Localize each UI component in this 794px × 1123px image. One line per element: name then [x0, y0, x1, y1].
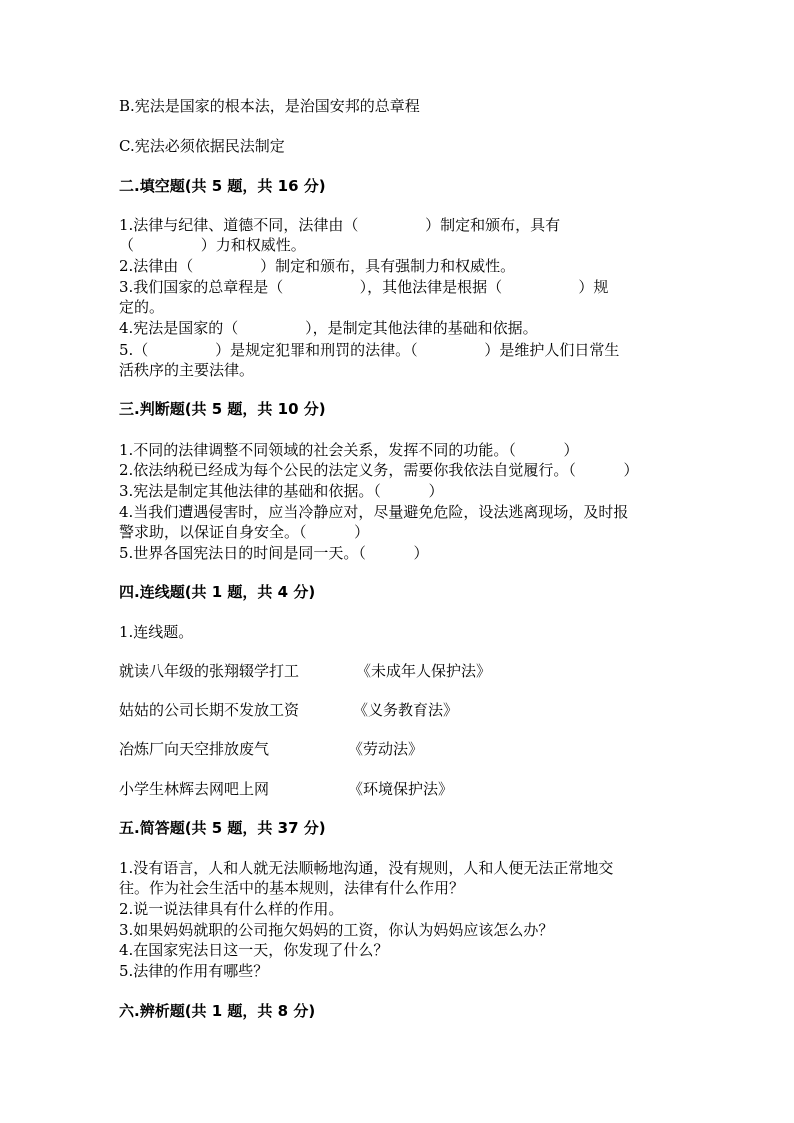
fill-line: 2.法律由（ ）制定和颁布，具有强制力和权威性。 — [119, 257, 516, 275]
fill-line: 3.我们国家的总章程是（ ），其他法律是根据（ ）规 — [119, 278, 609, 296]
match-left-item: 小学生林辉去网吧上网 — [119, 780, 270, 798]
short-answer-line: 往。作为社会生活中的基本规则，法律有什么作用？ — [119, 879, 465, 897]
fill-line: 活秩序的主要法律。 — [119, 361, 255, 379]
short-answer-line: 2.说一说法律具有什么样的作用。 — [119, 900, 344, 918]
match-right-item: 《劳动法》 — [348, 740, 424, 758]
section-4-title: 四.连线题(共 1 题，共 4 分) — [119, 583, 316, 601]
section-6-title: 六.辨析题(共 1 题，共 8 分) — [119, 1002, 316, 1020]
judge-line: 4.当我们遭遇侵害时，应当冷静应对，尽量避免危险，设法逃离现场，及时报 — [119, 503, 629, 521]
option-b: B.宪法是国家的根本法，是治国安邦的总章程 — [119, 97, 420, 115]
option-c: C.宪法必须依据民法制定 — [119, 137, 285, 155]
fill-line: 1.法律与纪律、道德不同，法律由（ ）制定和颁布，具有 — [119, 216, 561, 234]
match-right-item: 《未成年人保护法》 — [356, 662, 492, 680]
match-right-item: 《环境保护法》 — [348, 780, 454, 798]
section-3-title: 三.判断题(共 5 题，共 10 分) — [119, 400, 326, 418]
fill-line: 5.（ ）是规定犯罪和刑罚的法律。（ ）是维护人们日常生 — [119, 341, 620, 359]
match-right-item: 《义务教育法》 — [353, 701, 459, 719]
match-left-item: 姑姑的公司长期不发放工资 — [119, 701, 300, 719]
judge-line: 3.宪法是制定其他法律的基础和依据。（ ） — [119, 482, 444, 500]
fill-line: 定的。 — [119, 298, 165, 316]
fill-line: （ ）力和权威性。 — [119, 236, 306, 254]
short-answer-line: 1.没有语言，人和人就无法顺畅地沟通，没有规则，人和人便无法正常地交 — [119, 859, 614, 877]
section-5-title: 五.简答题(共 5 题，共 37 分) — [119, 819, 326, 837]
short-answer-line: 4.在国家宪法日这一天，你发现了什么？ — [119, 941, 389, 959]
judge-line: 5.世界各国宪法日的时间是同一天。（ ） — [119, 544, 429, 562]
matching-question: 1.连线题。 — [119, 623, 194, 641]
short-answer-line: 3.如果妈妈就职的公司拖欠妈妈的工资，你认为妈妈应该怎么办？ — [119, 921, 554, 939]
judge-line: 2.依法纳税已经成为每个公民的法定义务，需要你我依法自觉履行。（ ） — [119, 461, 639, 479]
short-answer-line: 5.法律的作用有哪些？ — [119, 962, 269, 980]
judge-line: 1.不同的法律调整不同领域的社会关系，发挥不同的功能。（ ） — [119, 441, 579, 459]
fill-line: 4.宪法是国家的（ ），是制定其他法律的基础和依据。 — [119, 319, 538, 337]
section-2-title: 二.填空题(共 5 题，共 16 分) — [119, 177, 326, 195]
match-left-item: 就读八年级的张翔辍学打工 — [119, 662, 300, 680]
match-left-item: 冶炼厂向天空排放废气 — [119, 740, 270, 758]
judge-line: 警求助，以保证自身安全。（ ） — [119, 523, 370, 541]
